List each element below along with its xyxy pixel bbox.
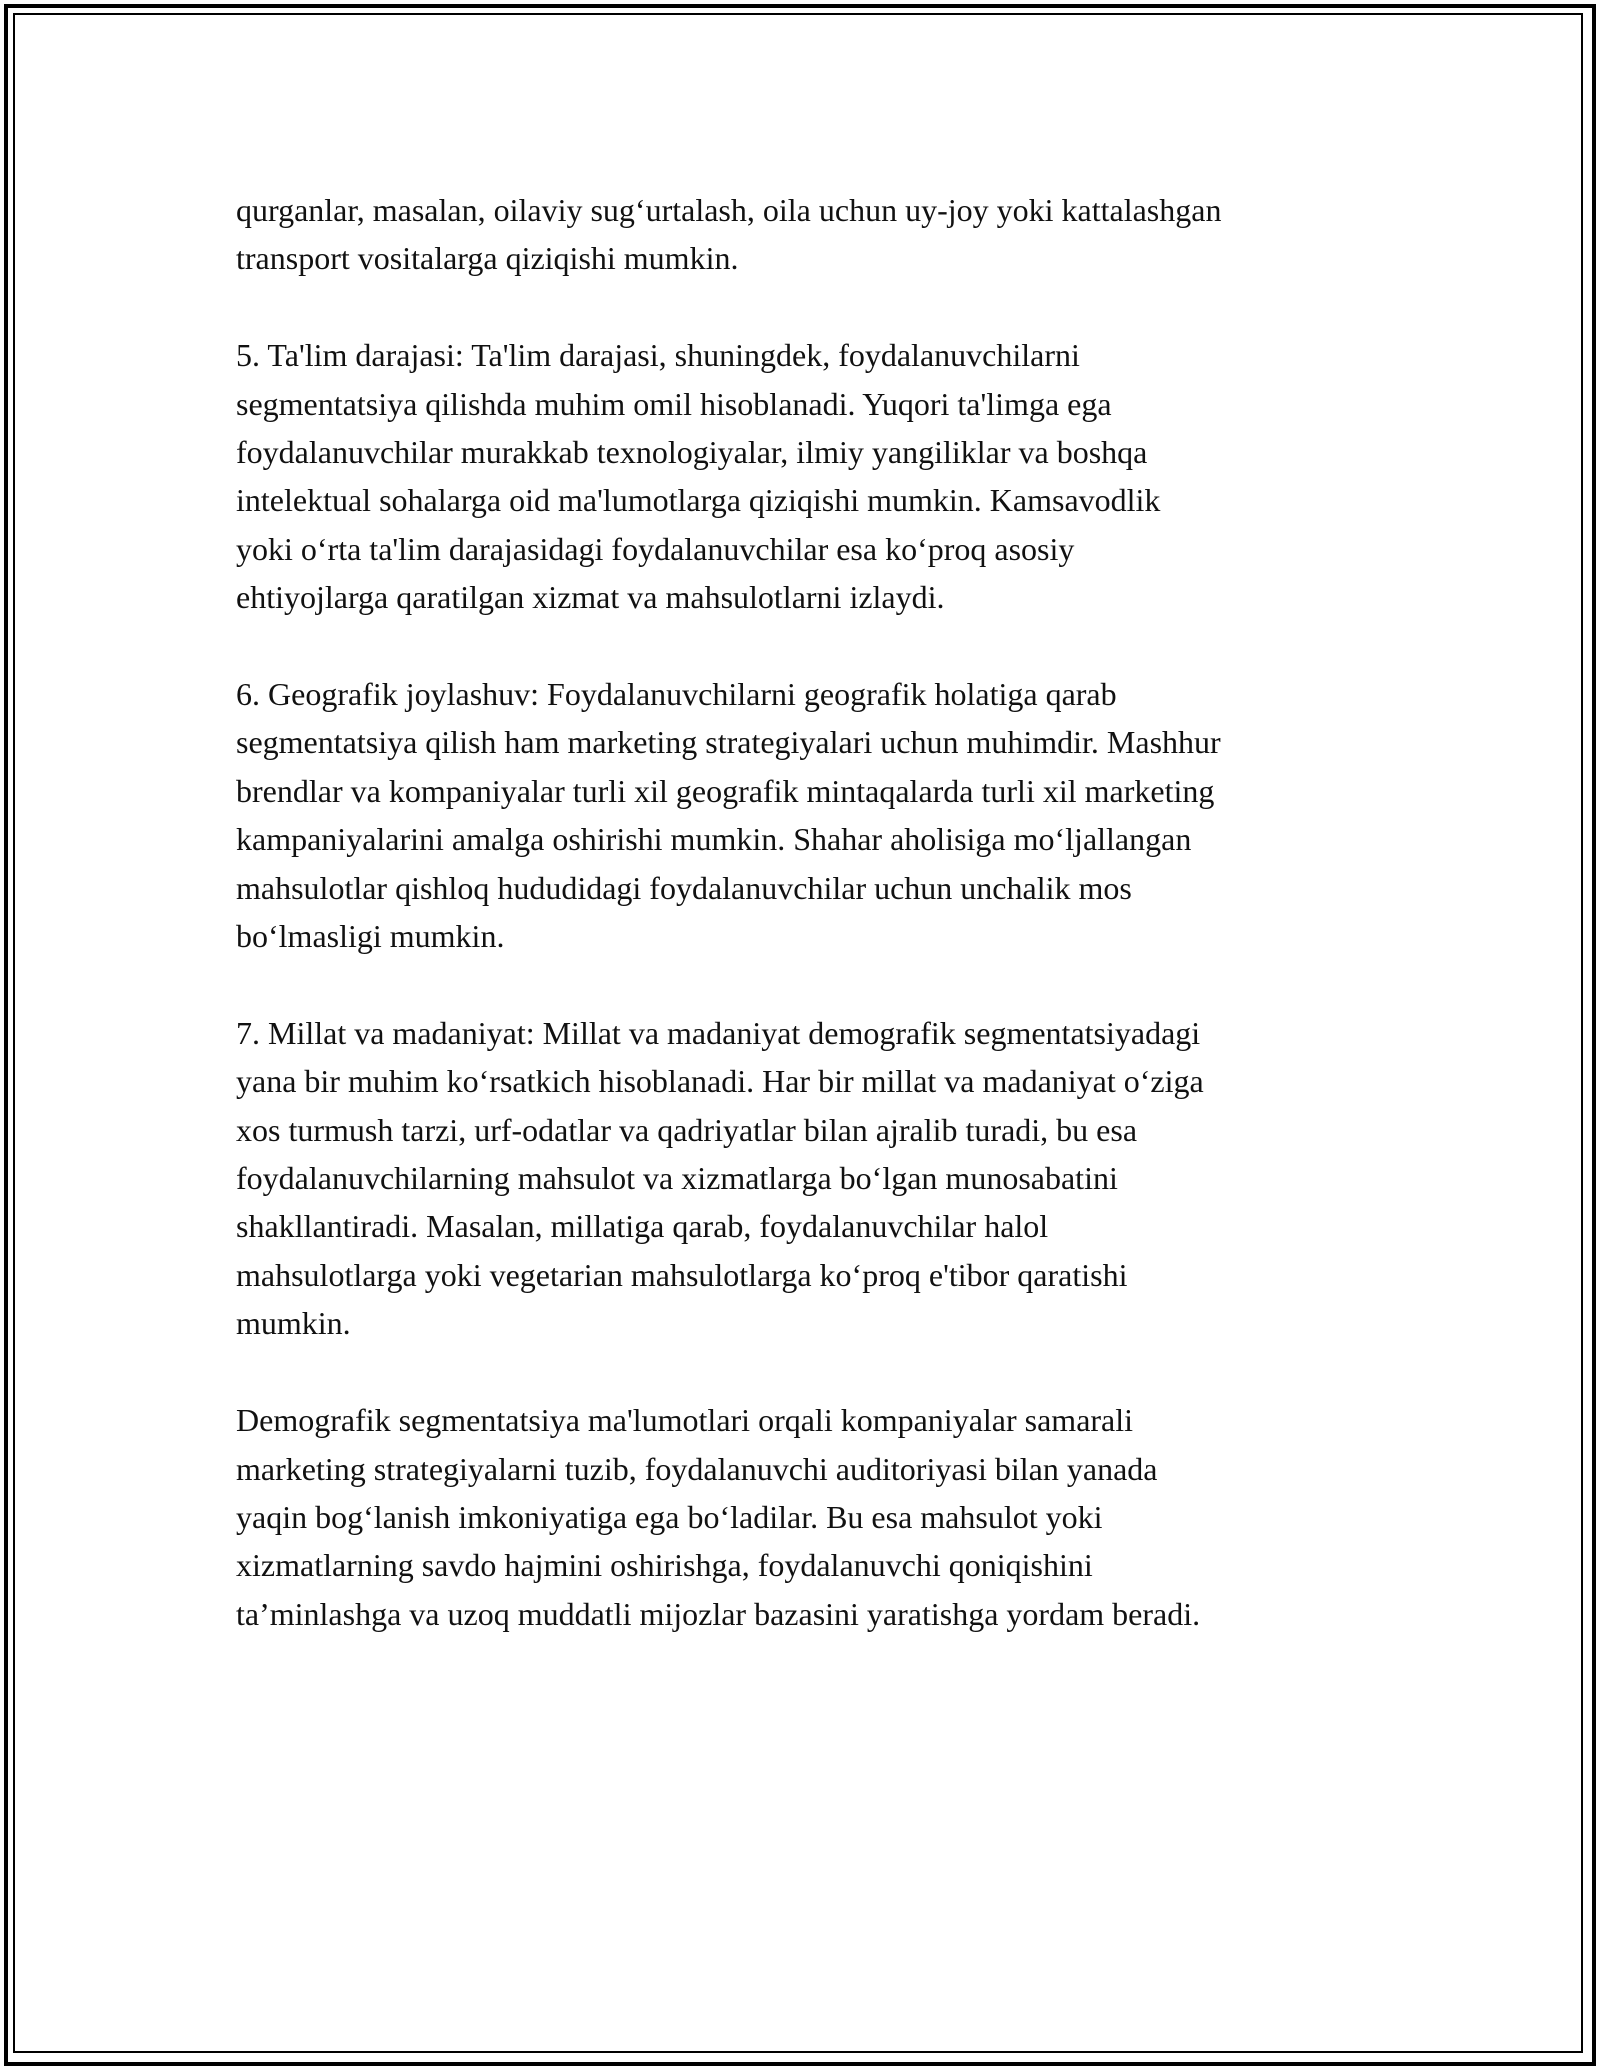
paragraph-geographic-location: 6. Geografik joylashuv: Foydalanuvchilarni geografik holatiga qarab segmentatsiya qilish ham marketing strategiyalari uchun muhimdir. Mashhur brendlar va kompaniyalar turli xil geografik mintaqalarda turli xil marketing kampaniyalarini amalga oshirishi mumkin. Shahar aholisiga mo‘ljallangan mahsulotlar qishloq hududidagi foydalanuvchilar uchun unchalik mos bo‘lmasligi mumkin. [236, 676, 1221, 955]
paragraph-conclusion: Demografik segmentatsiya ma'lumotlari orqali kompaniyalar samarali marketing strategiyalarni tuzib, foydalanuvchi auditoriyasi bilan yanada yaqin bog‘lanish imkoniyatiga ega bo‘ladilar. Bu esa mahsulot yoki xizmatlarning savdo hajmini oshirishga, foydalanuvchi qoniqishini ta’minlashga va uzoq muddatli mijozlar bazasini yaratishga yordam beradi. [236, 1402, 1201, 1632]
paragraph-family-continuation: qurganlar, masalan, oilaviy sug‘urtalash, oila uchun uy-joy yoki kattalashgan transport vositalarga qiziqishi mumkin. [236, 192, 1222, 277]
document-body [236, 186, 1386, 1638]
paragraph-nation-culture: 7. Millat va madaniyat: Millat va madaniyat demografik segmentatsiyadagi yana bir muhim ko‘rsatkich hisoblanadi. Har bir millat va madaniyat o‘ziga xos turmush tarzi, urf-odatlar va qadriyatlar bilan ajralib turadi, bu esa foydalanuvchilarning mahsulot va xizmatlarga bo‘lgan munosabatini shakllantiradi. Masalan, millatiga qarab, foydalanuvchilar halol mahsulotlarga yoki vegetarian mahsulotlarga ko‘proq e'tibor qaratishi mumkin. [236, 1014, 1204, 1342]
paragraph-education-level: 5. Ta'lim darajasi: Ta'lim darajasi, shuningdek, foydalanuvchilarni segmentatsiya qilishda muhim omil hisoblanadi. Yuqori ta'limga ega foydalanuvchilar murakkab texnologiyalar, ilmiy yangiliklar va boshqa intelektual sohalarga oid ma'lumotlarga qiziqishi mumkin. Kamsavodlik yoki o‘rta ta'lim darajasidagi foydalanuvchilar esa ko‘proq asosiy ehtiyojlarga qaratilgan xizmat va mahsulotlarni izlaydi. [236, 337, 1161, 616]
